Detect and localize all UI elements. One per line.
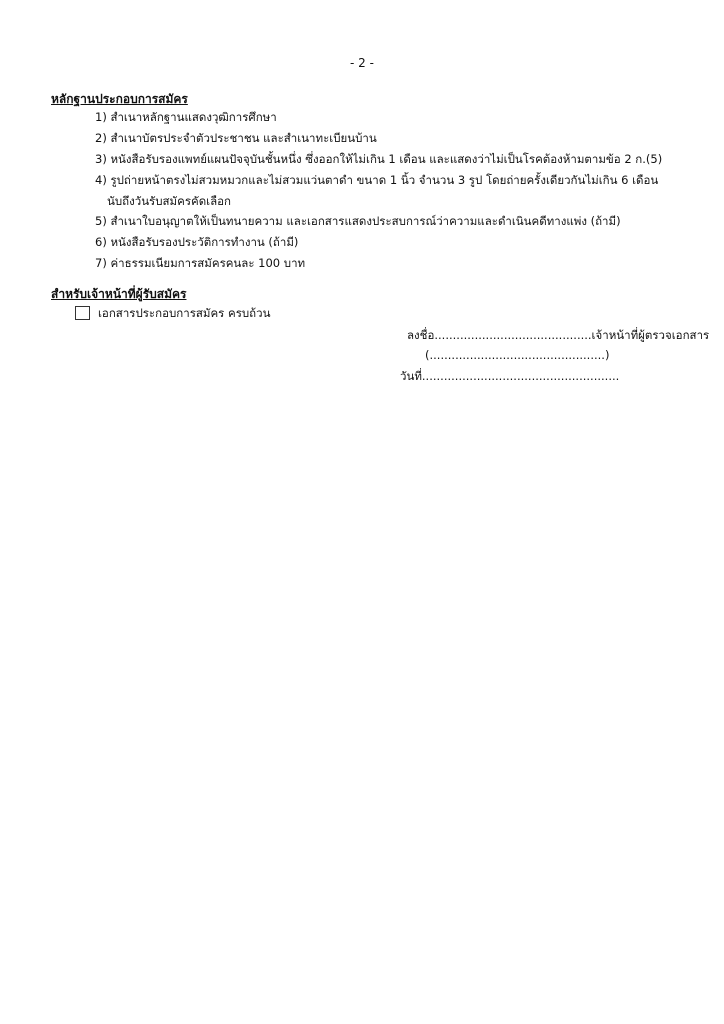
evidence-item-1: 1) สำเนาหลักฐานแสดงวุฒิการศึกษา <box>95 110 277 124</box>
officer-heading: สำหรับเจ้าหน้าที่ผู้รับสมัคร <box>51 287 187 301</box>
evidence-item-4 <box>95 173 658 208</box>
evidence-item-2: 2) สำเนาบัตรประจำตัวประชาชน และสำเนาทะเบียนบ้าน <box>95 131 377 145</box>
evidence-item-6: 6) หนังสือรับรองประวัติการทำงาน (ถ้ามี) <box>95 235 299 249</box>
evidence-heading: หลักฐานประกอบการสมัคร <box>51 92 188 106</box>
evidence-item-4-continuation: นับถึงวันรับสมัครคัดเลือก <box>107 194 232 208</box>
evidence-item-3: 3) หนังสือรับรองแพทย์แผนปัจจุบันชั้นหนึ่ง ซึ่งออกให้ไม่เกิน 1 เดือน และแสดงว่าไม่เป็นโรคต้องห้ามตามข้อ 2 ก.(5) <box>95 152 663 166</box>
documents-complete-label: เอกสารประกอบการสมัคร ครบถ้วน <box>98 306 271 320</box>
evidence-item-5: 5) สำเนาใบอนุญาตให้เป็นทนายความ และเอกสารแสดงประสบการณ์ว่าความและดำเนินคดีทางแพ่ง (ถ้ามี) <box>95 214 621 228</box>
page-number: - 2 - <box>350 56 374 70</box>
evidence-item-4-text: 4) รูปถ่ายหน้าตรงไม่สวมหมวกและไม่สวมแว่นตาดำ ขนาด 1 นิ้ว จำนวน 3 รูป โดยถ่ายครั้งเดียวกันไม่เกิน 6 เดือน <box>95 173 659 187</box>
evidence-item-7: 7) ค่าธรรมเนียมการสมัครคนละ 100 บาท <box>95 256 306 270</box>
signature-name-line: (................................................) <box>425 348 610 362</box>
documents-complete-checkbox[interactable] <box>75 306 90 320</box>
signature-date-line: วันที่...................................................... <box>400 369 620 383</box>
signature-line: ลงชื่อ...........................................เจ้าหน้าที่ผู้ตรวจเอกสาร <box>407 328 710 342</box>
